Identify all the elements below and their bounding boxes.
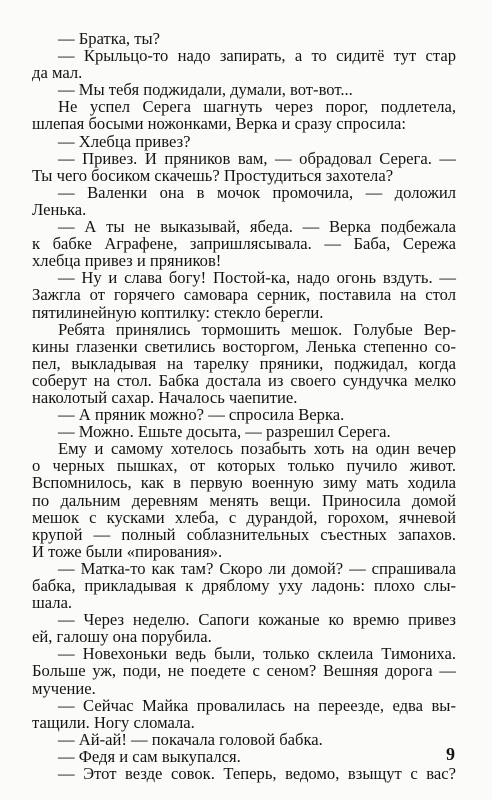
- text-line: мучение.: [32, 678, 96, 698]
- text-line: Ребята принялись тормошить мешок. Голубые Вер-: [58, 319, 456, 339]
- body-text: [32, 30, 456, 782]
- text-line: Ему и самому хотелось позабыть хоть на один вечер: [58, 439, 456, 459]
- text-line: крупой — полный соблазнительных съестных запахов.: [32, 524, 456, 544]
- text-line: шала.: [32, 593, 73, 613]
- text-line: Больше уж, поди, не поедете с сеном? Вешняя дорога —: [32, 661, 456, 681]
- text-line: наколотый сахар. Началось чаепитие.: [32, 387, 298, 407]
- text-line: — Через неделю. Сапоги кожаные ко времю привез: [58, 610, 456, 630]
- text-line: — Ну и слава богу! Постой-ка, надо огонь вздуть. —: [58, 268, 456, 288]
- text-line: — Сейчас Майка провалилась на переезде, едва вы-: [58, 695, 456, 715]
- text-line: — А ты не выказывай, ябеда. — Верка подбежала: [58, 217, 456, 237]
- text-line: — Этот везде совок. Теперь, ведомо, взыщут с вас?: [58, 764, 456, 784]
- text-line: — Мы тебя поджидали, думали, вот-вот...: [58, 80, 353, 100]
- text-line: — Привез. И пряников вам, — обрадовал Серега. —: [58, 148, 456, 168]
- text-line: да мал.: [32, 63, 83, 83]
- text-line: Ты чего босиком скачешь? Простудиться захотела?: [32, 165, 394, 185]
- text-line: Не успел Серега шагнуть через порог, подлетела,: [58, 97, 456, 117]
- text-line: — Братка, ты?: [58, 29, 160, 48]
- text-line: соберут на стол. Бабка достала из своего сундучка мелко: [32, 370, 456, 390]
- text-line: — Новехоньки ведь были, только склеила Тимониха.: [58, 644, 456, 664]
- text-line: мешок с кусками хлеба, с дурандой, горохом, ячневой: [32, 507, 456, 527]
- text-line: тащили. Ногу сломала.: [32, 712, 195, 732]
- text-line: пел, выкладывая на тарелку пряники, поджидал, когда: [32, 353, 456, 373]
- text-line: кины глазенки светились восторгом, Ленька степенно со-: [32, 336, 456, 356]
- text-line: И тоже были «пирования».: [32, 541, 223, 561]
- text-line: о черных пышках, от которых только пучило живот.: [32, 456, 456, 476]
- text-line: шлепая босыми ножонками, Верка и сразу спросила:: [32, 114, 407, 134]
- text-line: ей, галошу она порубила.: [32, 627, 212, 647]
- text-line: пятилинейную коптилку: стекло берегли.: [32, 302, 324, 322]
- text-line: Зажгла от горячего самовара серник, поставила на стол: [32, 285, 456, 305]
- text-line: — Матка-то как там? Скоро ли домой? — спрашивала: [58, 558, 456, 578]
- page-number: 9: [446, 744, 455, 764]
- text-line: по дальним деревням менять вещи. Приносила домой: [32, 490, 456, 510]
- text-line: хлебца привез и пряников!: [32, 251, 222, 271]
- text-line: — Можно. Ешьте досыта, — разрешил Серега.: [58, 422, 391, 442]
- text-line: Ленька.: [32, 199, 87, 219]
- text-line: — А пряник можно? — спросила Верка.: [58, 405, 345, 425]
- text-line: — Хлебца привез?: [58, 131, 191, 151]
- text-line: — Федя и сам выкупался.: [58, 746, 241, 766]
- text-line: Вспомнилось, как в первую военную зиму мать ходила: [32, 473, 456, 493]
- text-line: — Валенки она в мочок промочила, — доложил: [58, 182, 456, 202]
- text-line: к бабке Аграфене, запришлясывала. — Баба, Сережа: [32, 234, 456, 254]
- text-line: — Крыльцо-то надо запирать, а то сидитё тут стар: [58, 46, 456, 66]
- text-line: бабка, прикладывая к дряблому уху ладонь: плохо слы-: [32, 576, 456, 595]
- text-line: — Ай-ай! — покачала головой бабка.: [58, 729, 323, 749]
